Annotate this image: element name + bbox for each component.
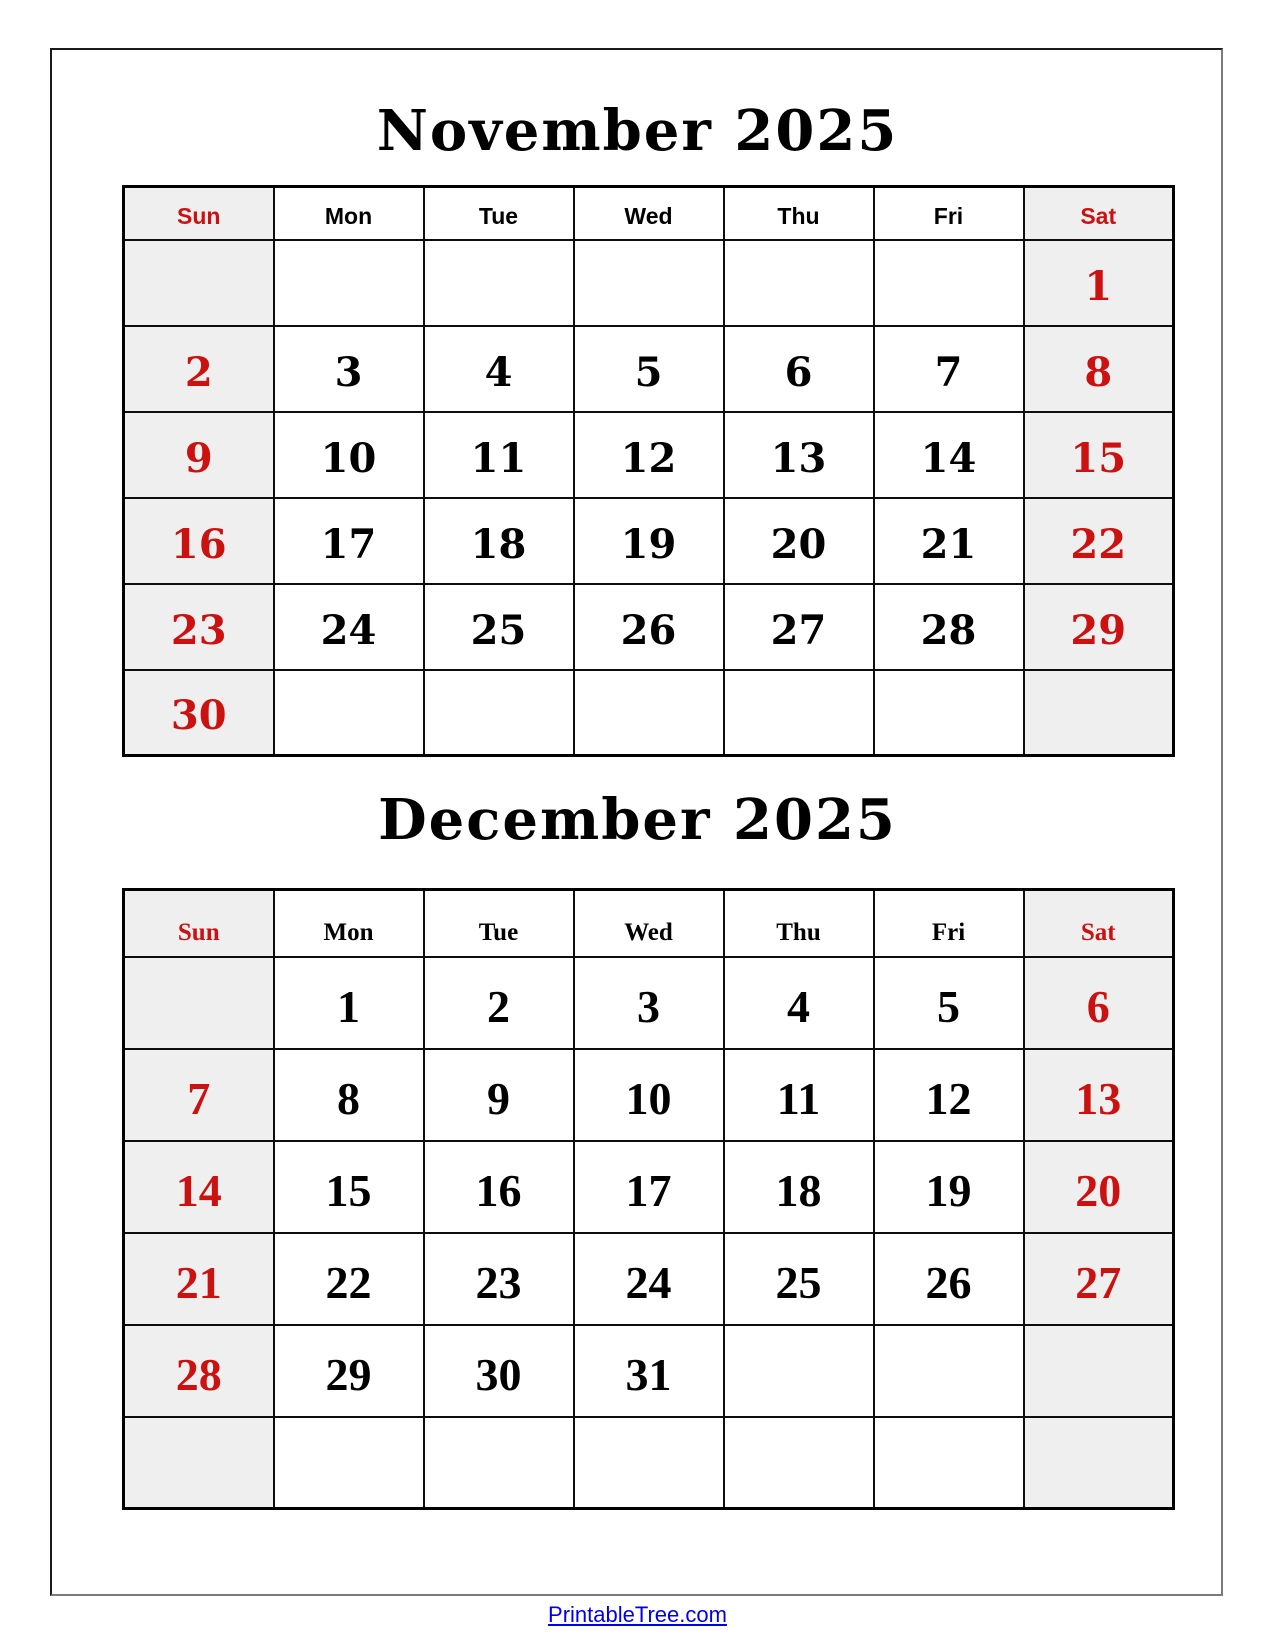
empty-cell: [724, 240, 874, 326]
empty-cell: [124, 957, 274, 1049]
date-cell: 7: [874, 326, 1024, 412]
day-header-thu: Thu: [724, 187, 874, 240]
date-cell: 10: [574, 1049, 724, 1141]
date-cell: 4: [424, 326, 574, 412]
date-cell: 16: [124, 498, 274, 584]
date-cell: 6: [724, 326, 874, 412]
date-cell: 18: [724, 1141, 874, 1233]
day-header-sun: Sun: [124, 187, 274, 240]
empty-cell: [424, 670, 574, 756]
date-cell: 3: [274, 326, 424, 412]
empty-cell: [574, 670, 724, 756]
day-header-fri: Fri: [874, 890, 1024, 957]
week-row: [124, 957, 1174, 1049]
date-cell: 4: [724, 957, 874, 1049]
day-header-fri: Fri: [874, 187, 1024, 240]
week-row: [124, 584, 1174, 670]
date-cell: 28: [874, 584, 1024, 670]
date-cell: 1: [274, 957, 424, 1049]
date-cell: 23: [424, 1233, 574, 1325]
date-cell: 24: [574, 1233, 724, 1325]
empty-cell: [874, 240, 1024, 326]
date-cell: 20: [724, 498, 874, 584]
date-cell: 9: [424, 1049, 574, 1141]
day-header-mon: Mon: [274, 187, 424, 240]
day-header-tue: Tue: [424, 890, 574, 957]
week-row: [124, 1325, 1174, 1417]
footer: [0, 1602, 1275, 1628]
date-cell: 23: [124, 584, 274, 670]
day-header-mon: Mon: [274, 890, 424, 957]
date-cell: 15: [1024, 412, 1174, 498]
date-cell: 21: [124, 1233, 274, 1325]
date-cell: 13: [1024, 1049, 1174, 1141]
date-cell: 13: [724, 412, 874, 498]
week-row: [124, 1417, 1174, 1509]
date-cell: 29: [1024, 584, 1174, 670]
day-header-wed: Wed: [574, 187, 724, 240]
empty-cell: [124, 240, 274, 326]
date-cell: 5: [874, 957, 1024, 1049]
empty-cell: [1024, 1325, 1174, 1417]
date-cell: 26: [574, 584, 724, 670]
date-cell: 29: [274, 1325, 424, 1417]
date-cell: 2: [124, 326, 274, 412]
empty-cell: [874, 670, 1024, 756]
date-cell: 24: [274, 584, 424, 670]
week-row: [124, 326, 1174, 412]
date-cell: 12: [574, 412, 724, 498]
date-cell: 7: [124, 1049, 274, 1141]
date-cell: 19: [574, 498, 724, 584]
week-row: [124, 498, 1174, 584]
date-cell: 1: [1024, 240, 1174, 326]
date-cell: 20: [1024, 1141, 1174, 1233]
day-header-sun: Sun: [124, 890, 274, 957]
date-cell: 30: [124, 670, 274, 756]
date-cell: 17: [274, 498, 424, 584]
day-header-sat: Sat: [1024, 890, 1174, 957]
date-cell: 12: [874, 1049, 1024, 1141]
empty-cell: [1024, 1417, 1174, 1509]
date-cell: 28: [124, 1325, 274, 1417]
day-header-thu: Thu: [724, 890, 874, 957]
week-row: [124, 412, 1174, 498]
date-cell: 14: [874, 412, 1024, 498]
date-cell: 19: [874, 1141, 1024, 1233]
empty-cell: [274, 670, 424, 756]
date-cell: 11: [724, 1049, 874, 1141]
date-cell: 27: [1024, 1233, 1174, 1325]
day-header-sat: Sat: [1024, 187, 1174, 240]
week-row: [124, 1049, 1174, 1141]
date-cell: 8: [1024, 326, 1174, 412]
date-cell: 15: [274, 1141, 424, 1233]
date-cell: 17: [574, 1141, 724, 1233]
date-cell: 25: [424, 584, 574, 670]
date-cell: 30: [424, 1325, 574, 1417]
date-cell: 25: [724, 1233, 874, 1325]
date-cell: 22: [274, 1233, 424, 1325]
date-cell: 14: [124, 1141, 274, 1233]
empty-cell: [274, 240, 424, 326]
day-header-tue: Tue: [424, 187, 574, 240]
empty-cell: [424, 1417, 574, 1509]
november-calendar: [122, 185, 1175, 757]
date-cell: 18: [424, 498, 574, 584]
empty-cell: [274, 1417, 424, 1509]
date-cell: 26: [874, 1233, 1024, 1325]
day-header-wed: Wed: [574, 890, 724, 957]
date-cell: 9: [124, 412, 274, 498]
footer-link[interactable]: PrintableTree.com: [548, 1602, 727, 1627]
week-row: [124, 1233, 1174, 1325]
empty-cell: [874, 1417, 1024, 1509]
empty-cell: [1024, 670, 1174, 756]
empty-cell: [724, 1325, 874, 1417]
date-cell: 16: [424, 1141, 574, 1233]
date-cell: 11: [424, 412, 574, 498]
empty-cell: [124, 1417, 274, 1509]
date-cell: 3: [574, 957, 724, 1049]
empty-cell: [424, 240, 574, 326]
date-cell: 21: [874, 498, 1024, 584]
empty-cell: [574, 240, 724, 326]
empty-cell: [724, 670, 874, 756]
date-cell: 6: [1024, 957, 1174, 1049]
week-row: [124, 240, 1174, 326]
december-calendar: [122, 888, 1175, 1510]
week-row: [124, 670, 1174, 756]
empty-cell: [874, 1325, 1024, 1417]
week-row: [124, 1141, 1174, 1233]
date-cell: 8: [274, 1049, 424, 1141]
empty-cell: [724, 1417, 874, 1509]
date-cell: 27: [724, 584, 874, 670]
december-title: December 2025: [378, 787, 897, 853]
date-cell: 10: [274, 412, 424, 498]
november-title: November 2025: [376, 98, 899, 164]
empty-cell: [574, 1417, 724, 1509]
date-cell: 22: [1024, 498, 1174, 584]
date-cell: 5: [574, 326, 724, 412]
date-cell: 2: [424, 957, 574, 1049]
date-cell: 31: [574, 1325, 724, 1417]
